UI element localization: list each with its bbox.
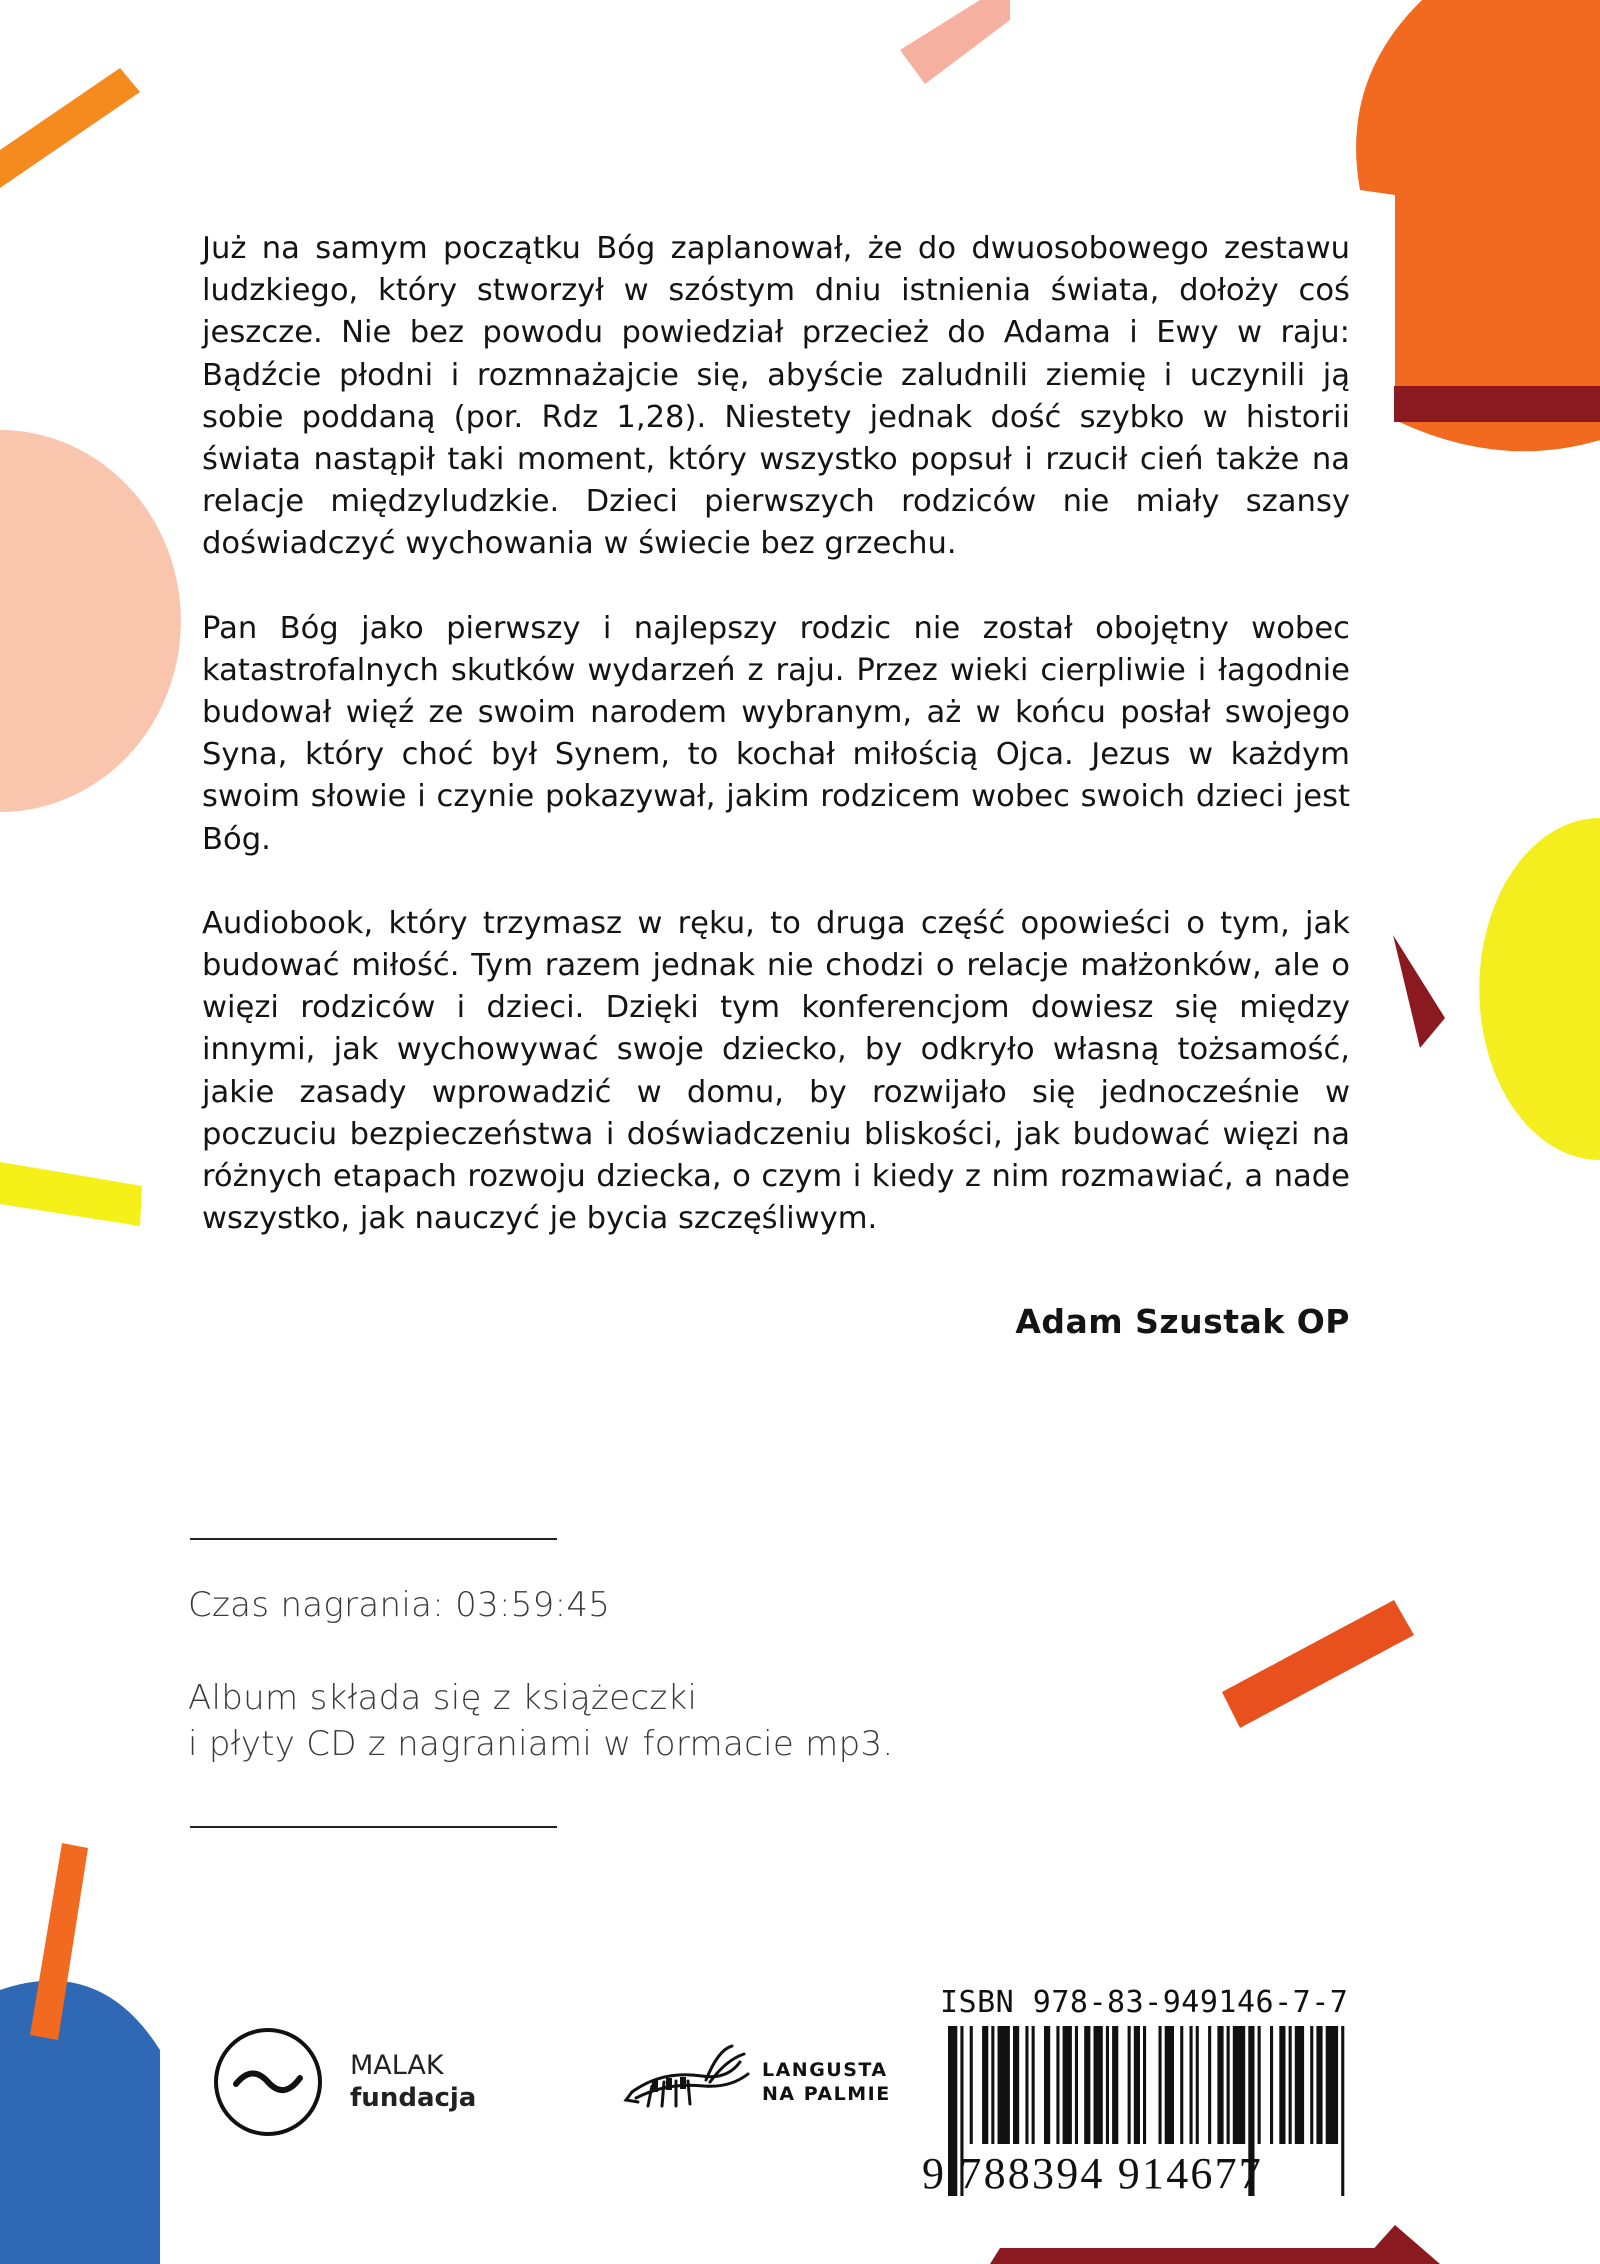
barcode-bar — [1056, 2026, 1059, 2144]
barcode-bar — [1159, 2026, 1162, 2144]
isbn-label: ISBN 978-83-949146-7-7 — [940, 1985, 1349, 2020]
barcode-bar — [1084, 2026, 1090, 2144]
barcode-bar — [1258, 2026, 1261, 2144]
malak-wordmark — [350, 2050, 476, 2114]
barcode-bar — [1233, 2026, 1245, 2144]
barcode-bar — [1128, 2026, 1131, 2144]
barcode-bar — [1094, 2026, 1103, 2144]
barcode-bar — [1165, 2026, 1174, 2144]
divider-top — [190, 1538, 557, 1540]
langusta-wordmark — [762, 2058, 891, 2106]
barcode-bar — [1310, 2026, 1313, 2144]
barcode-bar — [1316, 2026, 1322, 2144]
barcode-digits: 9 788394 914677 — [922, 2149, 1263, 2198]
barcode-bar — [1106, 2026, 1109, 2144]
langusta-crayfish-icon — [622, 2040, 752, 2120]
barcode-bar — [1044, 2026, 1050, 2144]
barcode-bar — [1227, 2026, 1230, 2144]
paragraph-3: Audiobook, który trzymasz w ręku, to druga część opowieści o tym, jak budować miłość. Tym razem jednak nie chodzi o relacje małżonków, ale o więzi rodziców i dzieci. Dzięki tym konferencjom dowiesz się między innymi, jak wychowywać swoje dziecko, by odkryło własną tożsamość, jakie zasady wprowadzić w domu, by rozwijało się jednocześnie w poczuciu bezpieczeństwa i doświadczeniu bliskości, jak budować więzi na różnych etapach rozwoju dziecka, o czym i kiedy z nim rozmawiać, a nade wszystko, jak nauczyć je bycia szczęśliwym. — [202, 905, 1350, 1237]
divider-bottom — [190, 1826, 557, 1828]
album-line-1: Album składa się z książeczki — [188, 1678, 698, 1718]
langusta-line-2: NA PALMIE — [762, 2083, 891, 2105]
author-signature: Adam Szustak OP — [1015, 1302, 1350, 1341]
barcode-bar — [1190, 2026, 1193, 2144]
barcode-bar — [1217, 2026, 1223, 2144]
barcode-bar — [1326, 2026, 1338, 2144]
barcode-bar — [1075, 2026, 1078, 2144]
langusta-line-1: LANGUSTA — [762, 2059, 888, 2081]
recording-time: Czas nagrania: 03:59:45 — [188, 1585, 611, 1625]
malak-subtitle: fundacja — [350, 2083, 477, 2113]
malak-name: MALAK — [350, 2050, 444, 2081]
barcode-bar — [1208, 2026, 1211, 2144]
malak-logo-icon — [212, 2026, 324, 2138]
barcode-bar — [1032, 2026, 1035, 2144]
barcode-bar — [998, 2026, 1010, 2144]
barcode-bar — [1025, 2026, 1028, 2144]
barcode-bar — [1196, 2026, 1199, 2144]
album-contents — [188, 1675, 988, 1767]
barcode-bar — [982, 2026, 988, 2144]
barcode-bar — [1063, 2026, 1072, 2144]
barcode-bar — [1295, 2026, 1304, 2144]
barcode-bar — [970, 2026, 973, 2144]
barcode-bar — [1013, 2026, 1019, 2144]
paragraph-1: Już na samym początku Bóg zaplanował, że do dwuosobowego zestawu ludzkiego, który stworzył w szóstym dniu istnienia świata, dołoży coś jeszcze. Nie bez powodu powiedział przecież do Adama i Ewy w raju: Bądźcie płodni i rozmnażajcie się, abyście zaludnili ziemię i uczynili ją sobie poddaną (por. Rdz 1,28). Niestety jednak dość szybko w historii świata nastąpił taki moment, który wszystko popsuł i rzucił cień także na relacje międzyludzkie. Dzieci pierwszych rodziców nie miały szansy doświadczyć wychowania w świecie bez grzechu. — [202, 231, 1350, 562]
barcode-bar — [1134, 2026, 1140, 2144]
barcode-bar — [1180, 2026, 1183, 2144]
barcode-bar — [1279, 2026, 1285, 2144]
barcode-bar — [1341, 2026, 1344, 2196]
barcode-bar — [991, 2026, 994, 2144]
barcode-bar — [1143, 2026, 1146, 2144]
barcode-bar — [1289, 2026, 1292, 2144]
barcode-bar — [1270, 2026, 1273, 2144]
album-line-2: i płyty CD z nagraniami w formacie mp3. — [188, 1724, 894, 1764]
barcode-bar — [1112, 2026, 1118, 2144]
description — [202, 228, 1350, 1282]
paragraph-2: Pan Bóg jako pierwszy i najlepszy rodzic nie został obojętny wobec katastrofalnych skutków wydarzeń z raju. Przez wieki cierpliwie i łagodnie budował więź ze swoim narodem wybranym, aż w końcu posłał swojego Syna, który choć był Synem, to kochał miłością Ojca. Jezus w każdym swoim słowie i czynie pokazywał, jakim rodzicem wobec swoich dzieci jest Bóg. — [202, 610, 1350, 857]
